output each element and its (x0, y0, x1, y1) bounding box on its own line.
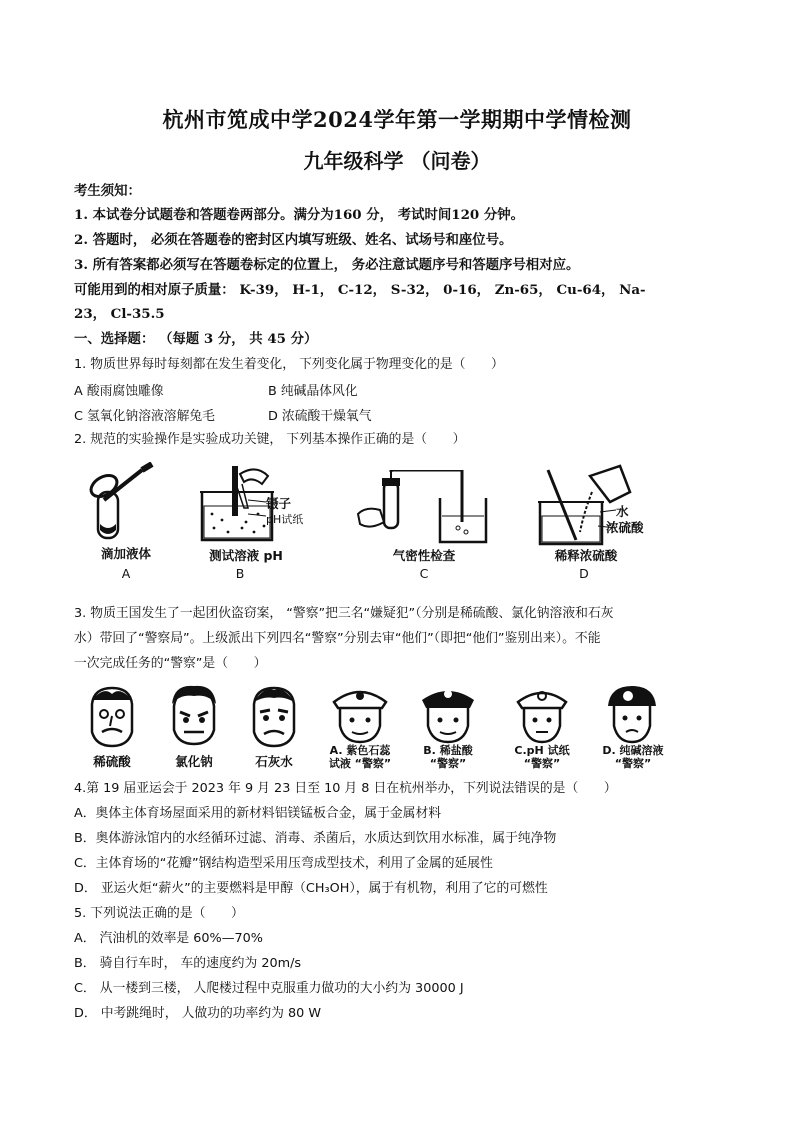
q1-option-a: A 酸雨腐蚀雕像 (74, 384, 164, 399)
q3-police-d-label-line1: D. 纯碱溶液 (602, 744, 664, 757)
q3-suspect-3-face (246, 684, 302, 750)
q3-suspect-1-face (84, 684, 140, 750)
q4-option-d: D． 亚运火炬“薪火”的主要燃料是甲醇（CH₃OH），属于有机物，利用了它的可燃性 (74, 881, 548, 896)
q1-option-d: D 浓硫酸干燥氧气 (268, 409, 372, 424)
notice-item-1: 1. 本试卷分试题卷和答题卷两部分。满分为160 分， 考试时间120 分钟。 (74, 207, 525, 223)
q3-police-d-label (590, 744, 676, 770)
q2-figure-d-note-water: 水 (616, 504, 629, 519)
q5-stem: 5. 下列说法正确的是（ ） (74, 906, 244, 921)
q3-police-c-face (512, 682, 572, 744)
q1-option-b: B 纯碱晶体风化 (268, 384, 358, 399)
q3-police-b-label-line2: “警察” (429, 757, 467, 770)
q3-police-b-label (408, 744, 488, 770)
q3-stem-line3: 一次完成任务的“警察”是（ ） (74, 656, 267, 671)
q2-figure-b-caption: 测试溶液 pH (209, 548, 283, 563)
q5-option-a: A． 汽油机的效率是 60%—70% (74, 931, 263, 946)
q4-stem: 4.第 19 届亚运会于 2023 年 9 月 23 日至 10 月 8 日在杭州举办，下列说法错误的是（ ） (74, 781, 617, 796)
q2-stem: 2. 规范的实验操作是实验成功关键， 下列基本操作正确的是（ ） (74, 432, 466, 447)
q3-stem-line2: 水）带回了“警察局”。上级派出下列四名“警察”分别去审“他们”（即把“他们”鉴别出来）。不能 (74, 631, 601, 646)
q4-option-c: C．主体育场的“花瓣”钢结构造型采用压弯成型技术，利用了金属的延展性 (74, 856, 493, 871)
q5-option-c: C． 从一楼到三楼， 人爬楼过程中克服重力做功的大小约为 30000 J (74, 981, 464, 996)
q2-figure-d-note-acid: 浓硫酸 (606, 520, 644, 535)
atomic-masses-line2: 23， Cl-35.5 (74, 306, 165, 322)
q3-police-d-face (602, 682, 662, 744)
q2-figure-d-caption: 稀释浓硫酸 (554, 548, 618, 563)
q3-police-c-label-line1: C.pH 试纸 (514, 744, 570, 757)
q4-option-b: B．奥体游泳馆内的水经循环过滤、消毒、杀菌后，水质达到饮用水标准，属于纯净物 (74, 831, 557, 846)
notice-item-3: 3. 所有答案都必须写在答题卷标定的位置上， 务必注意试题序号和答题序号相对应。 (74, 257, 580, 273)
q5-option-b: B． 骑自行车时， 车的速度约为 20m/s (74, 956, 302, 971)
q4-option-a: A．奥体主体育场屋面采用的新材料铝镁锰板合金，属于金属材料 (74, 806, 442, 821)
q1-option-c: C 氢氧化钠溶液溶解兔毛 (74, 409, 215, 424)
q2-figure-c-caption: 气密性检查 (392, 548, 456, 563)
q2-figure-a (82, 462, 162, 542)
q3-police-b-face (418, 682, 478, 744)
q3-police-a-label-line1: A. 紫色石蕊 (329, 744, 391, 757)
q3-police-b-label-line1: B. 稀盐酸 (423, 744, 473, 757)
q2-figure-b-note-ph-paper: pH试纸 (266, 513, 304, 526)
q2-figure-b-note-tweezers: 镊子 (266, 496, 292, 511)
q2-figure-b-letter: B (235, 566, 245, 581)
q3-police-c-label-line2: “警察” (523, 757, 561, 770)
exam-subtitle: 九年级科学 （问卷） (303, 149, 491, 173)
q3-suspect-2-face (166, 684, 222, 750)
q2-figure-d-letter: D (579, 566, 589, 581)
q3-police-c-label (502, 744, 582, 770)
q3-police-a-face (330, 682, 390, 744)
q3-police-d-label-line2: “警察” (614, 757, 652, 770)
q2-figure-c-letter: C (419, 566, 429, 581)
atomic-masses-line1: 可能用到的相对原子质量： K-39， H-1， C-12， S-32， 0-16， Zn-65， Cu-64， Na- (74, 282, 646, 298)
q3-police-a-label-line2: 试液 “警察” (328, 757, 392, 770)
section1-heading: 一、选择题： （每题 3 分， 共 45 分） (74, 331, 318, 347)
q5-option-d: D． 中考跳绳时， 人做功的功率约为 80 W (74, 1006, 322, 1021)
q2-figure-a-letter: A (121, 566, 131, 581)
q3-suspect-1-label: 稀硫酸 (93, 754, 131, 769)
q2-figure-c (354, 470, 504, 545)
notice-heading: 考生须知： (74, 183, 141, 199)
q3-suspect-3-label: 石灰水 (255, 754, 293, 769)
q3-suspect-2-label: 氯化钠 (175, 754, 213, 769)
exam-title: 杭州市笕成中学2024学年第一学期期中学情检测 (162, 107, 632, 132)
q3-police-a-label (318, 744, 402, 770)
q2-figure-a-caption: 滴加液体 (100, 546, 151, 561)
notice-item-2: 2. 答题时， 必须在答题卷的密封区内填写班级、姓名、试场号和座位号。 (74, 232, 513, 248)
q3-stem-line1: 3. 物质王国发生了一起团伙盗窃案， “警察”把三名“嫌疑犯”（分别是稀硫酸、氯化钠溶液和石灰 (74, 606, 614, 621)
q1-stem: 1. 物质世界每时每刻都在发生着变化， 下列变化属于物理变化的是（ ） (74, 357, 504, 372)
